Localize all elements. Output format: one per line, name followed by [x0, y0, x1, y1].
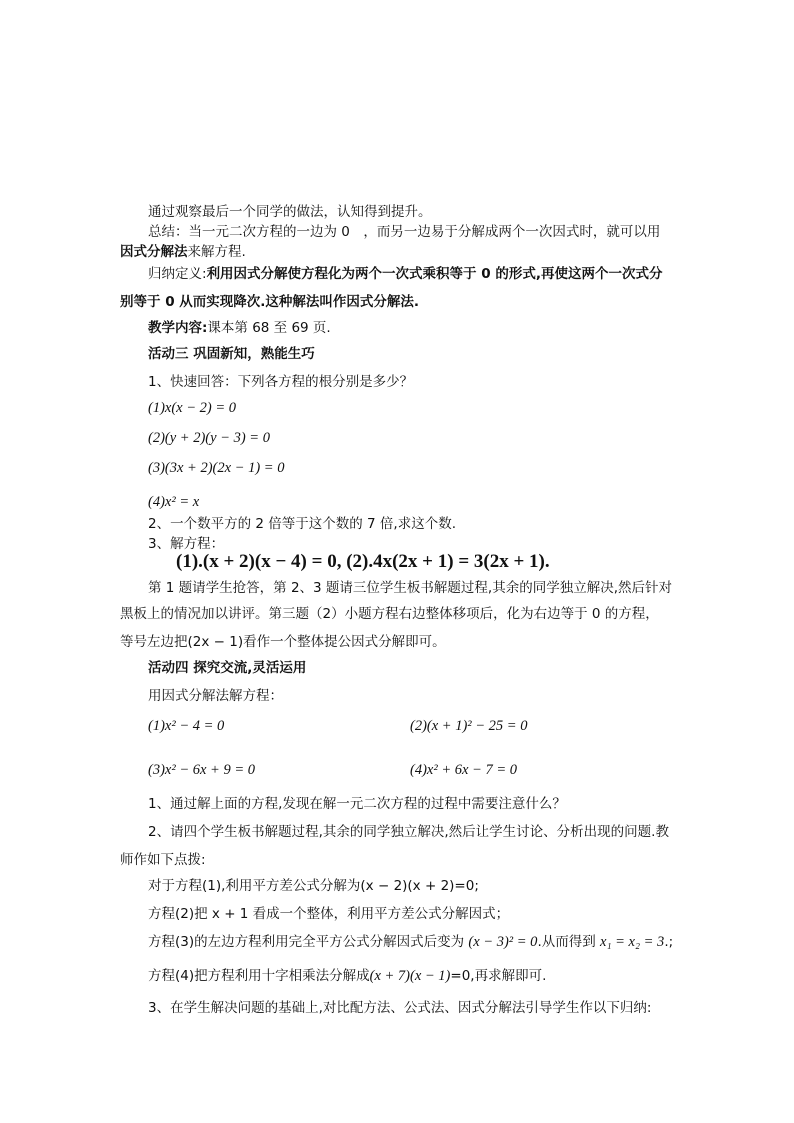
method-3-then: .从而得到 — [537, 934, 596, 950]
activity4-equation-1: (1)x² − 4 = 0 — [148, 718, 225, 734]
method-4-formula: (x + 7)(x − 1) — [369, 968, 451, 984]
summary-rest: 来解方程. — [187, 244, 246, 260]
activity4-point-2b: 师作如下点拨: — [120, 852, 206, 868]
activity3-title: 活动三 巩固新知，熟能生巧 — [148, 346, 315, 362]
method-equation-2: 方程(2)把 x + 1 看成一个整体，利用平方差公式分解因式； — [148, 906, 510, 922]
method-3-roots: x₁ = x₂ = 3 — [600, 934, 665, 950]
activity4-point-2a: 2、请四个学生板书解题过程,其余的同学独立解决,然后让学生讨论、分析出现的问题.教 — [148, 824, 669, 840]
activity3-question-2: 2、一个数平方的 2 倍等于这个数的 7 倍,求这个数. — [148, 516, 457, 532]
teaching-content-label: 教学内容: — [148, 320, 208, 336]
method-3-end: .; — [664, 934, 674, 950]
method-4-text: 方程(4)把方程利用十字相乘法分解成 — [148, 968, 370, 984]
definition-line-1 — [148, 264, 662, 284]
definition-prefix: 归纳定义: — [148, 266, 207, 282]
definition-line-2: 别等于 0 从而实现降次.这种解法叫作因式分解法. — [120, 294, 420, 310]
activity3-note-1: 第 1 题请学生抢答，第 2、3 题请三位学生板书解题过程,其余的同学独立解决,然后针对 — [148, 580, 673, 596]
method-equation-4 — [148, 966, 546, 986]
activity3-question-3-equation: (1).(x + 2)(x − 4) = 0, (2).4x(2x + 1) = 3(2x + 1). — [176, 551, 550, 572]
activity3-note-2: 黑板上的情况加以讲评。第三题（2）小题方程右边整体移项后，化为右边等于 0 的方程， — [120, 606, 659, 622]
activity3-equation-1: (1)x(x − 2) = 0 — [148, 400, 237, 416]
definition-text-1: 利用因式分解使方程化为两个一次式乘积等于 0 的形式,再使这两个一次式分 — [206, 266, 663, 282]
activity3-question-3: 3、解方程： — [148, 536, 225, 552]
method-equation-3 — [148, 932, 673, 952]
method-3-formula: (x − 3)² = 0 — [468, 934, 538, 950]
activity4-title: 活动四 探究交流,灵活运用 — [148, 660, 307, 676]
activity4-intro: 用因式分解法解方程： — [148, 688, 283, 704]
activity4-point-1: 1、通过解上面的方程,发现在解一元二次方程的过程中需要注意什么？ — [148, 796, 566, 812]
summary-line-1: 总结：当一元二次方程的一边为 0 ，而另一边易于分解成两个一次因式时，就可以用 — [148, 224, 661, 240]
activity4-equation-4: (4)x² + 6x − 7 = 0 — [410, 762, 517, 778]
activity3-equation-2: (2)(y + 2)(y − 3) = 0 — [148, 430, 270, 446]
method-4-end: =0,再求解即可. — [450, 968, 547, 984]
activity4-point-3: 3、在学生解决问题的基础上,对比配方法、公式法、因式分解法引导学生作以下归纳: — [148, 1000, 652, 1016]
activity4-equation-3: (3)x² − 6x + 9 = 0 — [148, 762, 255, 778]
activity3-note-3: 等号左边把(2x − 1)看作一个整体提公因式分解即可。 — [120, 634, 446, 650]
activity3-equation-4: (4)x² = x — [148, 494, 200, 510]
paragraph-observation: 通过观察最后一个同学的做法，认知得到提升。 — [148, 204, 432, 220]
activity3-equation-3: (3)(3x + 2)(2x − 1) = 0 — [148, 460, 285, 476]
teaching-content — [148, 318, 331, 338]
summary-line-2 — [120, 242, 246, 262]
activity4-equation-2: (2)(x + 1)² − 25 = 0 — [410, 718, 528, 734]
method-3-text: 方程(3)的左边方程利用完全平方公式分解因式后变为 — [148, 934, 465, 950]
activity3-question-1: 1、快速回答：下列各方程的根分别是多少？ — [148, 374, 414, 390]
summary-term: 因式分解法 — [120, 244, 188, 260]
teaching-content-text: 课本第 68 至 69 页. — [207, 320, 331, 336]
method-equation-1: 对于方程(1),利用平方差公式分解为(x − 2)(x + 2)=0; — [148, 878, 479, 894]
